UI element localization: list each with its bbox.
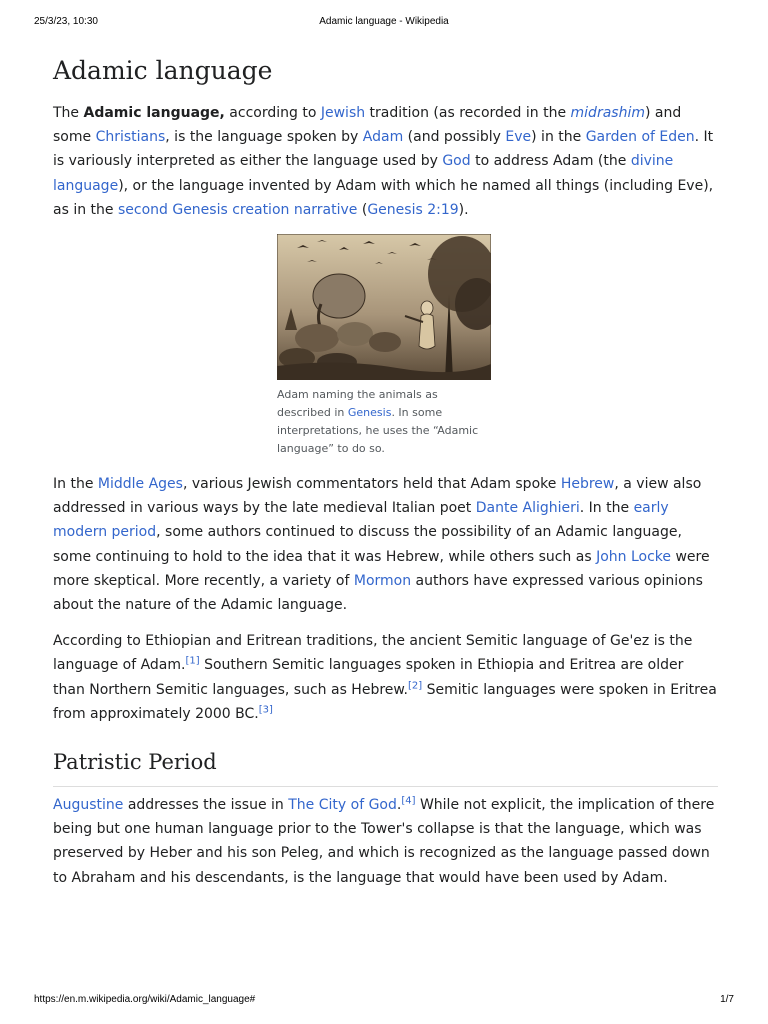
intro-paragraph: The Adamic language, according to Jewish tradition (as recorded in the midrashim) and some Christians, is the language spoken by Adam (and possibly Eve) in the Garden of Eden. It is variously interpreted as either the language used by God to address Adam (the divine language), or the language invented by Adam with which he named all things (including Eve), as in the second Genesis creation narrative (Genesis 2:19). [53,105,714,218]
link-midrashim[interactable]: midrashim [570,105,645,121]
link-middle-ages[interactable]: Middle Ages [97,476,183,493]
link-divine-language[interactable]: divine language [53,153,674,194]
figure-caption: Adam naming the animals as described in Genesis. In some interpretations, he uses the “Adamic language” to do so. [277,388,479,456]
link-garden-of-eden[interactable]: Garden of Eden [585,129,695,146]
link-second-genesis[interactable]: second Genesis creation narrative [117,201,358,218]
link-hebrew[interactable]: Hebrew [560,476,615,493]
link-god[interactable]: God [442,153,471,170]
link-mormon[interactable]: Mormon [353,572,412,589]
page-number: 1/7 [720,994,734,1005]
print-date: 25/3/23, 10:30 [34,16,98,27]
link-augustine[interactable]: Augustine [53,797,124,814]
print-title: Adamic language - Wikipedia [319,16,449,27]
page-title: Adamic language [53,56,273,85]
link-early-modern-period[interactable]: early modern period [53,500,669,541]
bold-term: Adamic language, [83,105,225,121]
article-content [53,50,718,902]
ref-1[interactable]: [1] [185,655,200,667]
link-dante[interactable]: Dante Alighieri [475,500,580,517]
print-url: https://en.m.wikipedia.org/wiki/Adamic_language# [34,994,256,1005]
link-city-of-god[interactable]: The City of God [288,797,397,814]
link-genesis-2-19[interactable]: Genesis 2:19 [367,201,459,218]
print-footer [0,994,768,1008]
section-heading-patristic: Patristic Period [53,750,718,787]
link-adam[interactable]: Adam [362,129,404,146]
history-paragraph: In the Middle Ages, various Jewish commentators held that Adam spoke Hebrew, a view also addressed in various ways by the late medieval Italian poet Dante Alighieri. In the early modern period, some authors continued to discuss the possibility of an Adamic language, some continuing to hold to the idea that it was Hebrew, while others such as John Locke were more skeptical. More recently, a variety of Mormon authors have expressed various opinions about the nature of the Adamic language. [53,476,710,614]
patristic-paragraph: Augustine addresses the issue in The City of God.[4] While not explicit, the implication of there being but one human language prior to the Tower's collapse is that the language, which was preserved by Heber and his son Peleg, and which is recognized as the language passed down to Abraham and his descendants, is the language that would have been used by Adam. [53,795,715,886]
ref-2[interactable]: [2] [408,679,423,691]
print-header [0,16,768,30]
link-genesis[interactable]: Genesis [347,406,392,420]
ref-3[interactable]: [3] [258,704,273,716]
link-christians[interactable]: Christians [95,129,166,146]
figure-adam-naming-animals [277,234,492,458]
ethiopian-paragraph: According to Ethiopian and Eritrean traditions, the ancient Semitic language of Ge'ez is the language of Adam.[1] Southern Semitic languages spoken in Ethiopia and Eritrea are older than Northern Semitic languages, such as Hebrew.[2] Semitic languages were spoken in Eritrea from approximately 2000 BC.[3] [53,633,717,722]
engraving-image[interactable] [277,234,491,380]
link-eve[interactable]: Eve [505,129,532,146]
link-john-locke[interactable]: John Locke [596,548,672,565]
link-jewish[interactable]: Jewish [320,105,366,121]
ref-4[interactable]: [4] [401,795,416,807]
